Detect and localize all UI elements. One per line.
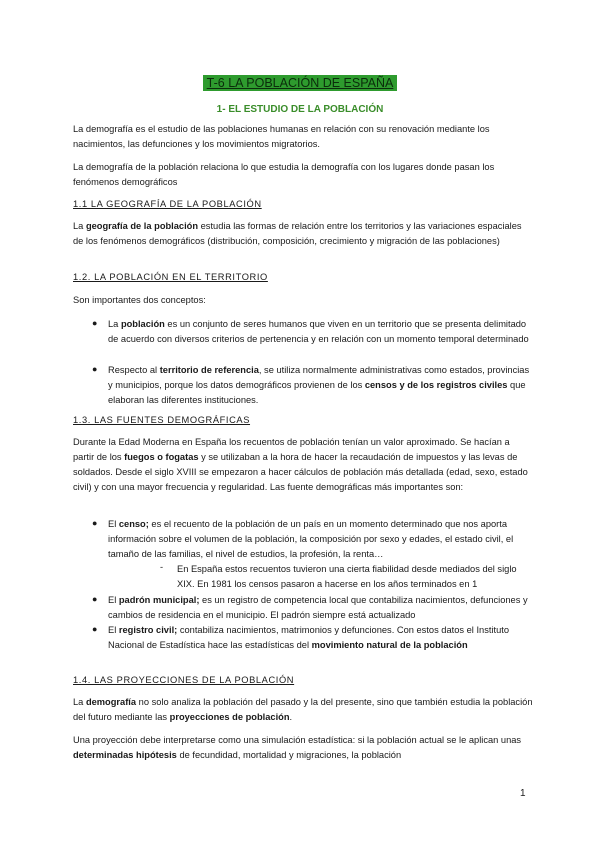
text: El [108,519,119,529]
title-container [0,74,600,92]
lead-1-2: Son importantes dos conceptos: [73,295,206,305]
heading-1-2: 1.2. LA POBLACIÓN EN EL TERRITORIO [73,272,268,282]
text: es el recuento de la población de un país en un momento determinado que nos aporta información sobre el volumen de la población, la composición por sexo y edades, el estado civil, el tamaño de las familias, el nivel de estudios, la profesión, la renta… [108,519,514,559]
text: Respecto al [108,365,160,375]
bold-text: geografía de la población [85,221,199,231]
text: Una proyección debe interpretarse como una simulación estadística: si la población actual se le aplican unas [73,735,522,745]
text: , se utiliza normalmente administrativas como estados, provincias y municipios, porque los datos demográficos provienen de los [108,365,530,390]
bold-text: registro civil; [118,625,178,635]
text: es un conjunto de seres humanos que viven en un territorio que se presenta delimitado de acuerdo con diversos criterios de pertenencia y en relación con un momento temporal determinado [108,319,529,344]
text: no solo analiza la población del pasado y la del presente, sino que también estudia la población del futuro mediante las [73,697,533,722]
paragraph-1-1 [73,219,533,249]
intro-paragraph-1 [73,122,533,152]
text: La [73,697,86,707]
bold-text: censo; [118,519,149,529]
bold-text: proyecciones de población [169,712,290,722]
bullet-dot-icon: ● [92,624,98,634]
heading-1-3: 1.3. LAS FUENTES DEMOGRÁFICAS [73,415,251,425]
heading-1-4: 1.4. LAS PROYECCIONES DE LA POBLACIÓN [73,675,295,685]
text: . [289,712,293,722]
dash-icon: - [160,562,164,572]
paragraph-1-3 [73,435,533,495]
subtitle-container [0,99,600,117]
text: Durante la Edad Moderna en España los recuentos de población tenían un valor aproximado. Se hacían a partir de los [73,437,510,462]
text: y se utilizaban a la hora de hacer la recaudación de impuestos y las levas de soldados. Desde el siglo XVIII se empezaron a hacer cálculos de población más detallada (edad, sexo, estado civil) y con una mayor frecuencia y regularidad. Las fuente demográficas más importantes son: [73,452,528,492]
text: contabiliza nacimientos, matrimonios y defunciones. Con estos datos el Instituto Nacional de Estadística hace las estadísticas del [108,625,510,650]
text: de fecundidad, mortalidad y migraciones, la población [176,750,402,760]
bullet-dot-icon: ● [92,318,98,328]
paragraph-1-4-a [73,695,533,725]
bold-text: territorio de referencia [159,365,259,375]
list-item [108,317,533,347]
bold-text: población [120,319,165,329]
page-number: 1 [520,788,526,799]
intro-paragraph-2: La demografía de la población relaciona lo que estudia la demografía con los lugares donde pasan los fenómenos demográficos [73,162,495,187]
heading-1-1: 1.1 LA GEOGRAFÍA DE LA POBLACIÓN [73,199,262,209]
bullet-dot-icon: ● [92,518,98,528]
paragraph-1-4-b [73,733,533,763]
bold-text: fuegos o fogatas [124,452,199,462]
text: estudia las formas de relación entre los territorios y las variaciones espaciales de los fenómenos demográficos (distribución, composición, crecimiento y migración de las poblaciones) [73,221,522,246]
intro-text: es el estudio de las poblaciones humanas en relación con su renovación mediante los nacimientos, las defunciones y los movimientos migratorios. [73,124,490,149]
list-item [108,623,533,653]
bold-text: censos y de los registros civiles [364,380,508,390]
text: La [108,319,121,329]
text: La [73,221,86,231]
bold-text: padrón municipal; [118,595,200,605]
text: El [108,595,119,605]
text: El [108,625,119,635]
text: que elaboran las diferentes instituciones. [108,380,526,405]
text: es un registro de competencia local que contabiliza nacimientos, defunciones y cambios de residencia en el municipio. El padrón siempre está actualizado [108,595,528,620]
bold-text: demografía [85,697,137,707]
document-title: T-6 LA POBLACIÓN DE ESPAÑA [203,75,398,91]
bullet-dot-icon: ● [92,364,98,374]
intro-bold: La demografía [73,124,133,134]
bullet-dot-icon: ● [92,594,98,604]
list-item [108,593,533,623]
list-item [108,363,533,408]
section-title: 1- EL ESTUDIO DE LA POBLACIÓN [216,104,384,115]
list-item [108,517,533,562]
sub-list-item: En España estos recuentos tuvieron una cierta fiabilidad desde mediados del siglo XIX. En 1981 los censos pasaron a hacerse en los años terminados en 1 [177,564,517,589]
bold-text: movimiento natural de la población [311,640,468,650]
bold-text: determinadas hipótesis [73,750,177,760]
